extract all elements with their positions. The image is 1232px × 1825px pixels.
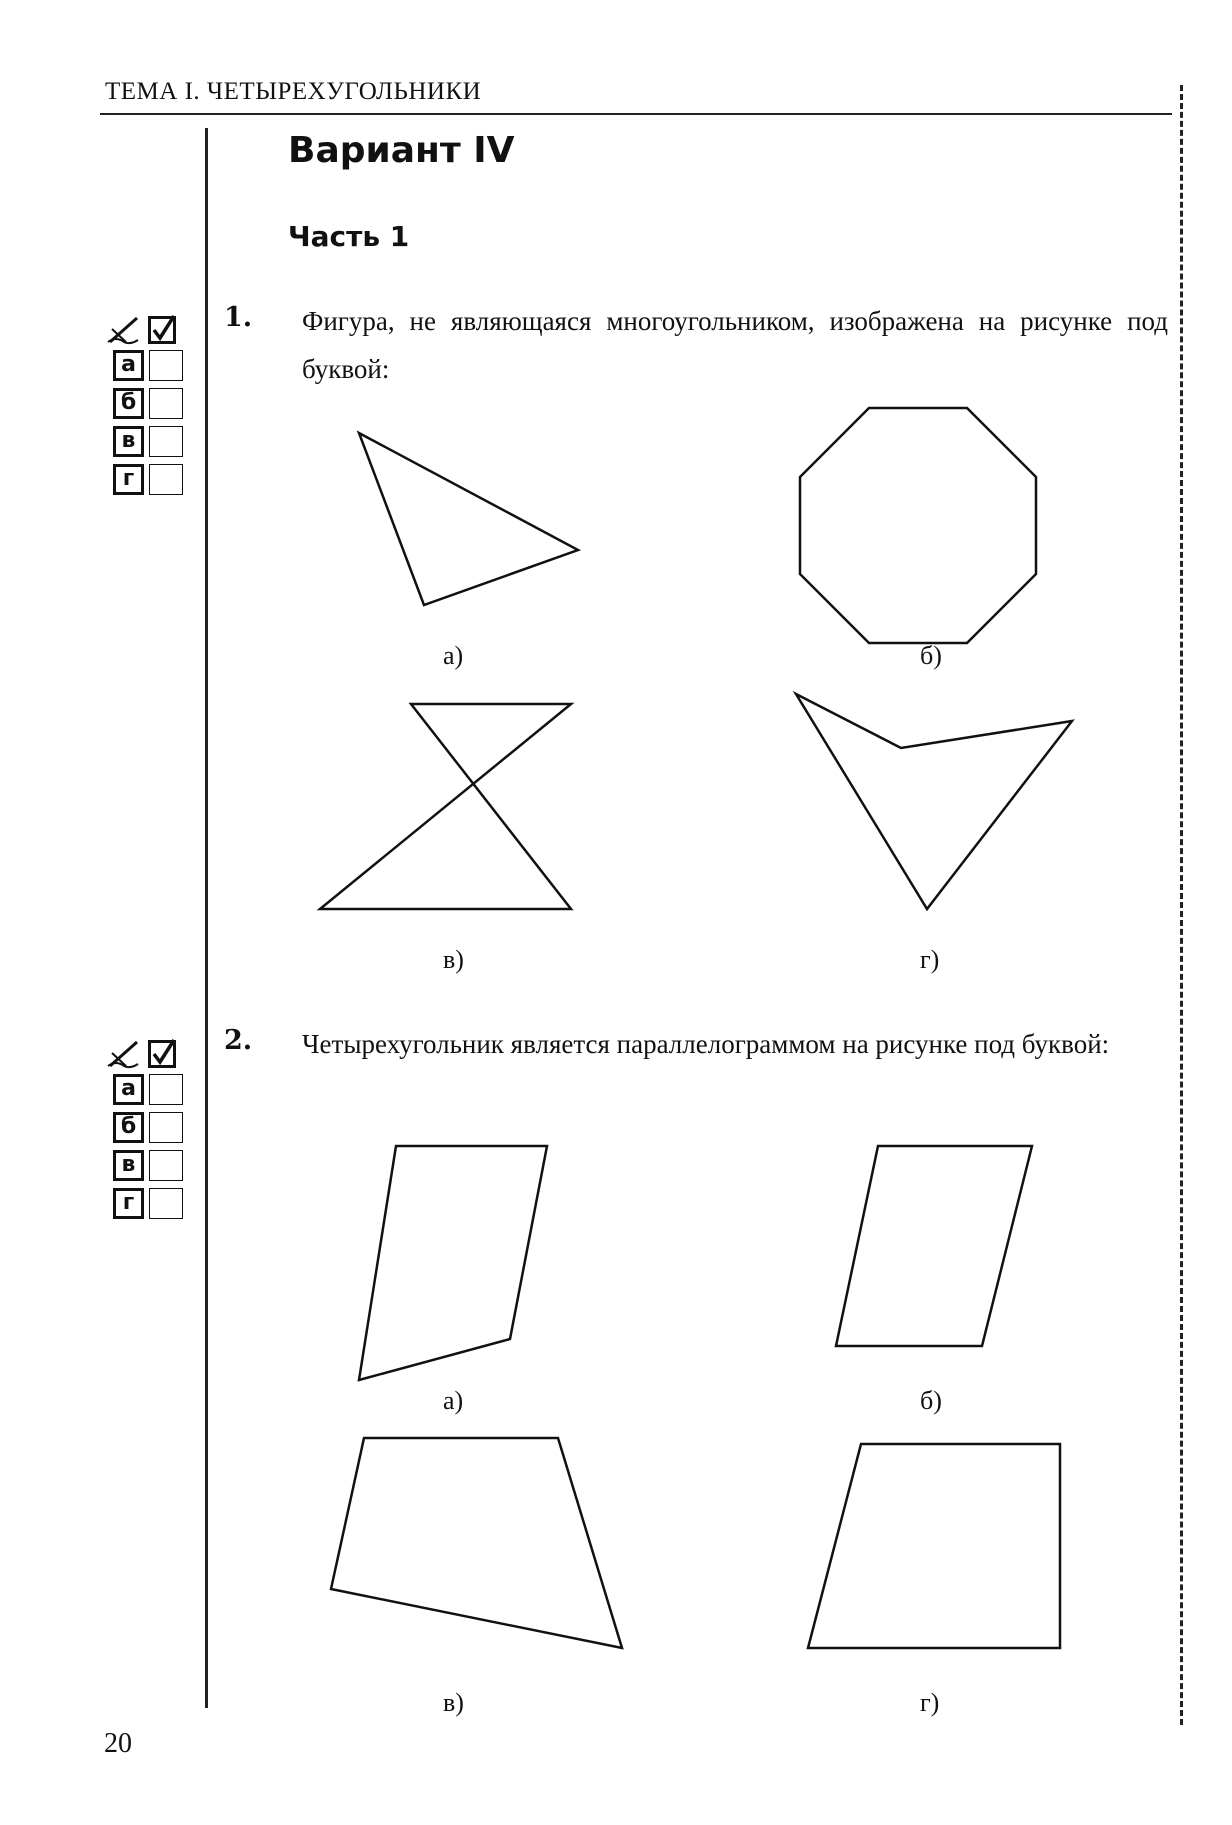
question-text: Четырехугольник является параллелограммом на рисунке под буквой: bbox=[302, 1029, 1110, 1059]
q1-figure-b-octagon bbox=[800, 408, 1036, 643]
answer-letter: а bbox=[113, 350, 144, 381]
figure-label: г) bbox=[920, 945, 940, 974]
q1-figure-v-crossed-quad bbox=[320, 704, 571, 909]
answer-letter: в bbox=[113, 426, 144, 457]
q2-figure-b-parallelogram bbox=[836, 1146, 1032, 1346]
q2-figure-a-quad bbox=[359, 1146, 547, 1380]
figure-label: в) bbox=[443, 1688, 464, 1717]
figure-label: а) bbox=[443, 641, 464, 670]
question-number: 1. bbox=[224, 302, 253, 333]
q1-figure-a-triangle bbox=[359, 433, 578, 605]
question-text: Фигура, не являющаяся многоугольником, изображена на рисунке под буквой: bbox=[302, 306, 1168, 384]
part-title: Часть 1 bbox=[288, 220, 410, 253]
answer-letter: б bbox=[113, 1112, 144, 1143]
page-number: 20 bbox=[104, 1728, 132, 1759]
figure-label: г) bbox=[920, 1688, 940, 1717]
figure-label: а) bbox=[443, 1386, 464, 1415]
answer-letter: г bbox=[113, 1188, 144, 1219]
figure-label: б) bbox=[920, 641, 942, 670]
q2-figure-v-quad bbox=[331, 1438, 622, 1648]
q2-figure-g-trapezoid bbox=[808, 1444, 1060, 1648]
answer-letter: а bbox=[113, 1074, 144, 1105]
answer-letter: г bbox=[113, 464, 144, 495]
running-header: ТЕМА I. ЧЕТЫРЕХУГОЛЬНИКИ bbox=[105, 78, 482, 105]
figure-label: в) bbox=[443, 945, 464, 974]
answer-letter: б bbox=[113, 388, 144, 419]
figure-label: б) bbox=[920, 1386, 942, 1415]
answer-letter: в bbox=[113, 1150, 144, 1181]
variant-title: Вариант IV bbox=[288, 130, 515, 171]
q1-figure-g-concave-quad bbox=[796, 694, 1072, 909]
question-number: 2. bbox=[224, 1025, 253, 1056]
